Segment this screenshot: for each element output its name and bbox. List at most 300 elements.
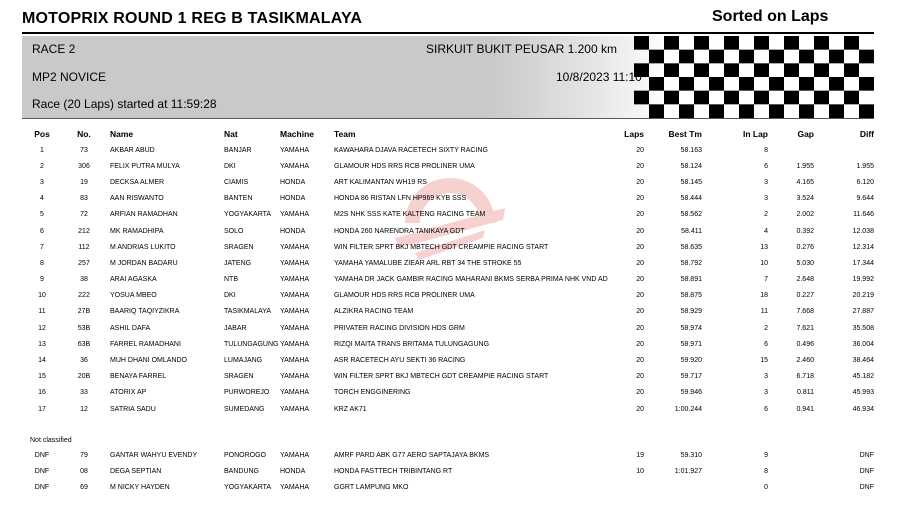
cell-no: 73 — [80, 146, 88, 154]
flag-square — [694, 36, 709, 50]
cell-machine: YAMAHA — [280, 308, 310, 316]
cell-nat: YOGYAKARTA — [224, 484, 272, 492]
cell-machine: YAMAHA — [280, 292, 310, 300]
flag-square — [709, 104, 724, 118]
cell-name: YOSUA MBEO — [110, 292, 157, 300]
cell-nat: SRAGEN — [224, 373, 254, 381]
cell-nat: BANDUNG — [224, 467, 260, 475]
cell-laps: 20 — [636, 292, 644, 300]
cell-nat: DKI — [224, 292, 236, 300]
cell-no: 38 — [80, 276, 88, 284]
cell-machine: YAMAHA — [280, 451, 310, 459]
cell-pos: 6 — [40, 227, 44, 235]
cell-name: FELIX PUTRA MULYA — [110, 162, 180, 170]
cell-pos: 9 — [40, 276, 44, 284]
cell-gap: 4.165 — [796, 178, 814, 186]
cell-name: M JORDAN BADARU — [110, 259, 178, 267]
col-diff: Diff — [859, 129, 874, 139]
cell-laps: 20 — [636, 243, 644, 251]
cell-diff: 11.646 — [853, 211, 874, 219]
flag-square — [829, 104, 844, 118]
race-start-label: Race (20 Laps) started at 11:59:28 — [32, 97, 217, 111]
cell-team: RIZQI MAITA TRANS BRITAMA TULUNGAGUNG — [334, 340, 490, 348]
cell-team: PRIVATER RACING DIVISION HDS GRM — [334, 324, 465, 332]
cell-nat: PURWOREJO — [224, 389, 270, 397]
cell-best: 58.875 — [680, 292, 702, 300]
cell-no: 27B — [77, 308, 91, 316]
cell-diff: 6.120 — [856, 178, 874, 186]
cell-no: 112 — [78, 243, 90, 251]
flag-square — [784, 36, 799, 50]
cell-nat: JATENG — [224, 259, 252, 267]
cell-best: 58.891 — [680, 276, 702, 284]
cell-pos: 13 — [38, 340, 46, 348]
cell-machine: YAMAHA — [280, 146, 310, 154]
cell-nat: PONOROGO — [224, 451, 267, 459]
checkered-flag-icon — [634, 36, 874, 118]
flag-square — [814, 36, 829, 50]
cell-inlap: 8 — [764, 467, 768, 475]
cell-inlap: 3 — [764, 389, 768, 397]
flag-square — [784, 91, 799, 105]
cell-no: 12 — [80, 405, 88, 413]
flag-square — [754, 91, 769, 105]
sort-label: Sorted on Laps — [712, 8, 829, 25]
cell-team: HONDA 260 NARENDRA TANIKAYA GDT — [334, 227, 465, 235]
table-row — [22, 480, 874, 496]
cell-laps: 20 — [636, 227, 644, 235]
flag-square — [844, 36, 859, 50]
cell-no: 83 — [80, 195, 88, 203]
cell-pos: 15 — [38, 373, 46, 381]
race-info-panel — [22, 36, 874, 118]
cell-gap: 5.030 — [796, 259, 814, 267]
flag-square — [769, 50, 784, 64]
col-team: Team — [334, 129, 356, 139]
flag-square — [754, 36, 769, 50]
cell-name: ATORIX AP — [110, 389, 147, 397]
cell-machine: HONDA — [280, 227, 306, 235]
col-nat: Nat — [224, 129, 238, 139]
cell-diff — [814, 142, 874, 158]
cell-pos: 8 — [40, 259, 44, 267]
flag-square — [634, 36, 649, 50]
cell-best: 58.974 — [680, 324, 702, 332]
flag-square — [739, 104, 754, 118]
flag-square — [724, 63, 739, 77]
cell-inlap: 18 — [760, 292, 768, 300]
flag-square — [754, 63, 769, 77]
table-row — [22, 288, 874, 304]
cell-name: ARAI AGASKA — [110, 276, 157, 284]
cell-nat: TASIKMALAYA — [224, 308, 272, 316]
circuit-label: SIRKUIT BUKIT PEUSAR 1.200 km — [426, 42, 617, 56]
cell-laps: 20 — [636, 211, 644, 219]
cell-best: 59.946 — [680, 389, 702, 397]
cell-best: 58.792 — [680, 259, 702, 267]
cell-laps: 20 — [636, 146, 644, 154]
cell-machine: YAMAHA — [280, 373, 310, 381]
flag-square — [829, 77, 844, 91]
cell-name: DEGA SEPTIAN — [110, 467, 162, 475]
cell-gap: 0.227 — [796, 292, 814, 300]
cell-gap: 2.648 — [796, 276, 814, 284]
cell-machine: YAMAHA — [280, 340, 310, 348]
cell-inlap: 7 — [764, 276, 768, 284]
cell-pos: 11 — [38, 308, 46, 316]
cell-nat: TULUNGAGUNG — [224, 340, 279, 348]
cell-team: KRZ AK71 — [334, 405, 367, 413]
cell-inlap: 15 — [760, 357, 768, 365]
table-header-row — [22, 126, 874, 142]
cell-gap: 2.002 — [796, 211, 814, 219]
cell-diff: 27.887 — [852, 308, 874, 316]
cell-gap: 2.460 — [796, 357, 814, 365]
cell-diff: 1.955 — [856, 162, 874, 170]
cell-nat: JABAR — [224, 324, 247, 332]
flag-square — [859, 50, 874, 64]
cell-inlap: 3 — [764, 373, 768, 381]
cell-name: BAARIQ TAQIYZIKRA — [110, 308, 180, 316]
cell-best: 59.310 — [680, 451, 702, 459]
cell-pos: 10 — [38, 292, 46, 300]
cell-team: HONDA 86 RISTAN LFN HP969 KYB SSS — [334, 195, 467, 203]
cell-laps: 20 — [636, 373, 644, 381]
datetime-label: 10/8/2023 11:10 — [556, 70, 642, 84]
cell-team: YAMAHA DR JACK GAMBIR RACING MAHARANI BKMS SERBA PRIMA NHK VND AD — [334, 276, 608, 284]
cell-diff: 12.314 — [852, 243, 874, 251]
table-row — [22, 142, 874, 158]
table-row — [22, 304, 874, 320]
page-title: MOTOPRIX ROUND 1 REG B TASIKMALAYA — [22, 10, 363, 27]
cell-pos: 1 — [40, 146, 44, 154]
table-row — [22, 174, 874, 190]
cell-no: 79 — [80, 451, 88, 459]
cell-machine: YAMAHA — [280, 324, 310, 332]
cell-pos: DNF — [34, 467, 50, 475]
flag-square — [679, 104, 694, 118]
cell-gap: 0.276 — [796, 243, 814, 251]
cell-best: 58.163 — [680, 146, 702, 154]
cell-diff: 19.992 — [852, 276, 874, 284]
cell-best: 58.444 — [680, 195, 702, 203]
flag-square — [859, 104, 874, 118]
cell-name: M NICKY HAYDEN — [110, 484, 170, 492]
cell-gap — [768, 447, 814, 463]
cell-team: ALZIKRA RACING TEAM — [334, 308, 414, 316]
cell-team: WIN FILTER SPRT BKJ MBTECH GDT CREAMPIE RACING START — [334, 373, 549, 381]
cell-gap: 0.811 — [797, 389, 814, 397]
cell-nat: NTB — [224, 276, 238, 284]
flag-square — [724, 36, 739, 50]
cell-laps: 19 — [636, 451, 644, 459]
cell-diff: DNF — [859, 484, 874, 492]
cell-team: KAWAHARA DJAVA RACETECH SIXTY RACING — [334, 146, 488, 154]
cell-name: DECKSA ALMER — [110, 178, 165, 186]
cell-machine: YAMAHA — [280, 389, 310, 397]
cell-best: 59.920 — [680, 357, 702, 365]
cell-machine: YAMAHA — [280, 276, 310, 284]
cell-team: ART KALIMANTAN WH19 RS — [334, 178, 427, 186]
flag-square — [769, 104, 784, 118]
cell-gap — [768, 142, 814, 158]
table-row — [22, 223, 874, 239]
cell-team: GLAMOUR HDS RRS RCB PROLINER UMA — [334, 162, 475, 170]
table-row — [22, 336, 874, 352]
cell-diff: 38.464 — [852, 357, 874, 365]
cell-machine: YAMAHA — [280, 484, 310, 492]
cell-pos: DNF — [34, 484, 50, 492]
not-classified-row — [22, 433, 874, 447]
cell-nat: DKI — [224, 162, 236, 170]
cell-no: 222 — [78, 292, 90, 300]
cell-laps: 20 — [636, 276, 644, 284]
header-rule — [22, 32, 874, 34]
cell-no: 306 — [78, 162, 90, 170]
cell-name: AAN RISWANTO — [110, 195, 164, 203]
flag-square — [799, 50, 814, 64]
table-row — [22, 385, 874, 401]
col-gap: Gap — [797, 129, 814, 139]
cell-no: 08 — [80, 467, 88, 475]
cell-gap: 0.496 — [796, 340, 814, 348]
cell-gap: 6.718 — [796, 373, 814, 381]
flag-square — [814, 91, 829, 105]
cell-best: 1:01.927 — [674, 467, 702, 475]
col-no: No. — [77, 129, 91, 139]
info-rule — [22, 118, 874, 119]
cell-best: 58.124 — [680, 162, 702, 170]
cell-inlap: 6 — [764, 162, 768, 170]
cell-machine: HONDA — [280, 195, 306, 203]
cell-no: 69 — [80, 484, 88, 492]
cell-inlap: 8 — [764, 146, 768, 154]
flag-square — [844, 63, 859, 77]
cell-team: M2S NHK SSS KATE KALTENG RACING TEAM — [334, 211, 486, 219]
table-row — [22, 352, 874, 368]
cell-inlap: 10 — [760, 259, 768, 267]
cell-diff: 36.004 — [852, 340, 874, 348]
cell-nat: SUMEDANG — [224, 405, 265, 413]
flag-square — [634, 91, 649, 105]
cell-pos: 12 — [38, 324, 46, 332]
cell-machine: YAMAHA — [280, 211, 310, 219]
cell-nat: YOGYAKARTA — [224, 211, 272, 219]
cell-best: 58.635 — [680, 243, 702, 251]
not-classified-label: Not classified — [30, 436, 72, 444]
cell-no: 72 — [80, 211, 88, 219]
cell-no: 63B — [77, 340, 91, 348]
flag-square — [664, 91, 679, 105]
table-row — [22, 158, 874, 174]
flag-square — [859, 77, 874, 91]
table-row — [22, 207, 874, 223]
cell-no: 33 — [80, 389, 88, 397]
col-machine: Machine — [280, 129, 315, 139]
spacer-row — [22, 417, 874, 433]
cell-diff: 20.219 — [852, 292, 874, 300]
cell-laps: 20 — [636, 324, 644, 332]
flag-square — [664, 63, 679, 77]
cell-diff: 35.508 — [852, 324, 874, 332]
cell-inlap: 0 — [764, 484, 768, 492]
cell-nat: SRAGEN — [224, 243, 254, 251]
cell-pos: 4 — [40, 195, 44, 203]
flag-square — [724, 91, 739, 105]
cell-name: BENAYA FARREL — [110, 373, 167, 381]
cell-laps: 20 — [636, 162, 644, 170]
cell-laps: 20 — [636, 259, 644, 267]
cell-inlap: 4 — [764, 227, 768, 235]
cell-gap — [768, 463, 814, 479]
cell-inlap: 6 — [764, 405, 768, 413]
flag-square — [739, 50, 754, 64]
cell-pos: 2 — [40, 162, 44, 170]
cell-name: ASHIL DAFA — [110, 324, 151, 332]
cell-team: ASR RACETECH AYU SEKTI 36 RACING — [334, 357, 466, 365]
cell-team: GLAMOUR HDS RRS RCB PROLINER UMA — [334, 292, 475, 300]
cell-laps: 20 — [636, 340, 644, 348]
cell-inlap: 3 — [764, 178, 768, 186]
flag-square — [694, 91, 709, 105]
cell-best: 58.929 — [680, 308, 702, 316]
cell-pos: DNF — [34, 451, 50, 459]
cell-team: GGRT LAMPUNG MKO — [334, 484, 409, 492]
cell-pos: 17 — [38, 405, 46, 413]
cell-inlap: 3 — [764, 195, 768, 203]
flag-square — [829, 50, 844, 64]
cell-no: 257 — [78, 259, 90, 267]
flag-square — [664, 36, 679, 50]
cell-best — [644, 480, 702, 496]
cell-diff: 9.644 — [856, 195, 874, 203]
results-table — [22, 126, 874, 496]
cell-machine: YAMAHA — [280, 357, 310, 365]
table-row — [22, 191, 874, 207]
cell-laps: 10 — [636, 467, 644, 475]
cell-name: AKBAR ABUD — [110, 146, 155, 154]
cell-nat: BANJAR — [224, 146, 252, 154]
cell-team: TORCH ENGGINERING — [334, 389, 411, 397]
cell-name: FARREL RAMADHANI — [110, 340, 181, 348]
flag-square — [679, 50, 694, 64]
cell-pos: 14 — [38, 357, 46, 365]
cell-pos: 7 — [40, 243, 44, 251]
col-name: Name — [110, 129, 134, 139]
cell-diff: 45.182 — [852, 373, 874, 381]
table-row — [22, 320, 874, 336]
flag-square — [814, 63, 829, 77]
cell-nat: CIAMIS — [224, 178, 249, 186]
cell-no: 212 — [78, 227, 90, 235]
cell-nat: SOLO — [224, 227, 244, 235]
cell-diff: 17.344 — [852, 259, 874, 267]
cell-no: 20B — [77, 373, 91, 381]
cell-machine: YAMAHA — [280, 259, 310, 267]
cell-machine: YAMAHA — [280, 243, 310, 251]
cell-gap — [768, 480, 814, 496]
cell-inlap: 9 — [764, 451, 768, 459]
table-row — [22, 255, 874, 271]
cell-team: AMRF PARD ABK G77 AERO SAPTAJAYA BKMS — [334, 451, 490, 459]
flag-square — [784, 63, 799, 77]
flag-square — [679, 77, 694, 91]
cell-best: 1:00.244 — [674, 405, 702, 413]
cell-team: HONDA FASTTECH TRIBINTANG RT — [334, 467, 453, 475]
table-row — [22, 447, 874, 463]
col-best: Best Tm — [668, 129, 702, 139]
cell-no: 36 — [80, 357, 88, 365]
cell-best: 58.145 — [680, 178, 702, 186]
cell-machine: YAMAHA — [280, 405, 310, 413]
table-row — [22, 272, 874, 288]
col-pos: Pos — [34, 129, 50, 139]
cell-diff: 46.934 — [852, 405, 874, 413]
cell-inlap: 2 — [764, 211, 768, 219]
cell-machine: YAMAHA — [280, 162, 310, 170]
flag-square — [649, 104, 664, 118]
cell-nat: BANTEN — [224, 195, 253, 203]
cell-pos: 5 — [40, 211, 44, 219]
race-label: RACE 2 — [32, 42, 76, 56]
flag-square — [649, 77, 664, 91]
col-inlap: In Lap — [742, 129, 768, 139]
cell-name: M ANDRIAS LUKITO — [110, 243, 176, 251]
flag-square — [799, 104, 814, 118]
cell-best: 59.717 — [680, 373, 702, 381]
cell-no: 53B — [77, 324, 91, 332]
table-row — [22, 369, 874, 385]
cell-best: 58.971 — [680, 340, 702, 348]
cell-name: ARFIAN RAMADHAN — [110, 211, 178, 219]
cell-inlap: 11 — [760, 308, 768, 316]
cell-team: WIN FILTER SPRT BKJ MBTECH GDT CREAMPIE RACING START — [334, 243, 549, 251]
cell-diff: 45.993 — [852, 389, 874, 397]
cell-name: GANTAR WAHYU EVENDY — [110, 451, 198, 459]
cell-name: MK RAMADHIPA — [110, 227, 164, 235]
cell-laps: 20 — [636, 195, 644, 203]
table-row — [22, 401, 874, 417]
flag-square — [769, 77, 784, 91]
cell-diff: DNF — [859, 451, 874, 459]
cell-machine: HONDA — [280, 467, 306, 475]
flag-square — [844, 91, 859, 105]
class-label: MP2 NOVICE — [32, 70, 107, 84]
cell-gap: 7.668 — [796, 308, 814, 316]
col-laps: Laps — [624, 129, 644, 139]
cell-laps: 20 — [636, 308, 644, 316]
cell-laps: 20 — [636, 405, 644, 413]
cell-gap: 3.524 — [796, 195, 814, 203]
cell-laps: 20 — [636, 357, 644, 365]
cell-diff: DNF — [859, 467, 874, 475]
flag-square — [709, 77, 724, 91]
cell-gap: 7.621 — [796, 324, 814, 332]
cell-name: SATRIA SADU — [110, 405, 156, 413]
table-row — [22, 463, 874, 479]
cell-inlap: 6 — [764, 340, 768, 348]
flag-square — [709, 50, 724, 64]
cell-machine: HONDA — [280, 178, 306, 186]
cell-laps: 20 — [636, 389, 644, 397]
cell-pos: 16 — [38, 389, 46, 397]
cell-best: 58.411 — [681, 227, 702, 235]
cell-gap: 0.392 — [796, 227, 814, 235]
cell-no: 19 — [80, 178, 88, 186]
cell-laps — [618, 480, 644, 496]
cell-gap: 0.941 — [796, 405, 814, 413]
cell-pos: 3 — [40, 178, 44, 186]
